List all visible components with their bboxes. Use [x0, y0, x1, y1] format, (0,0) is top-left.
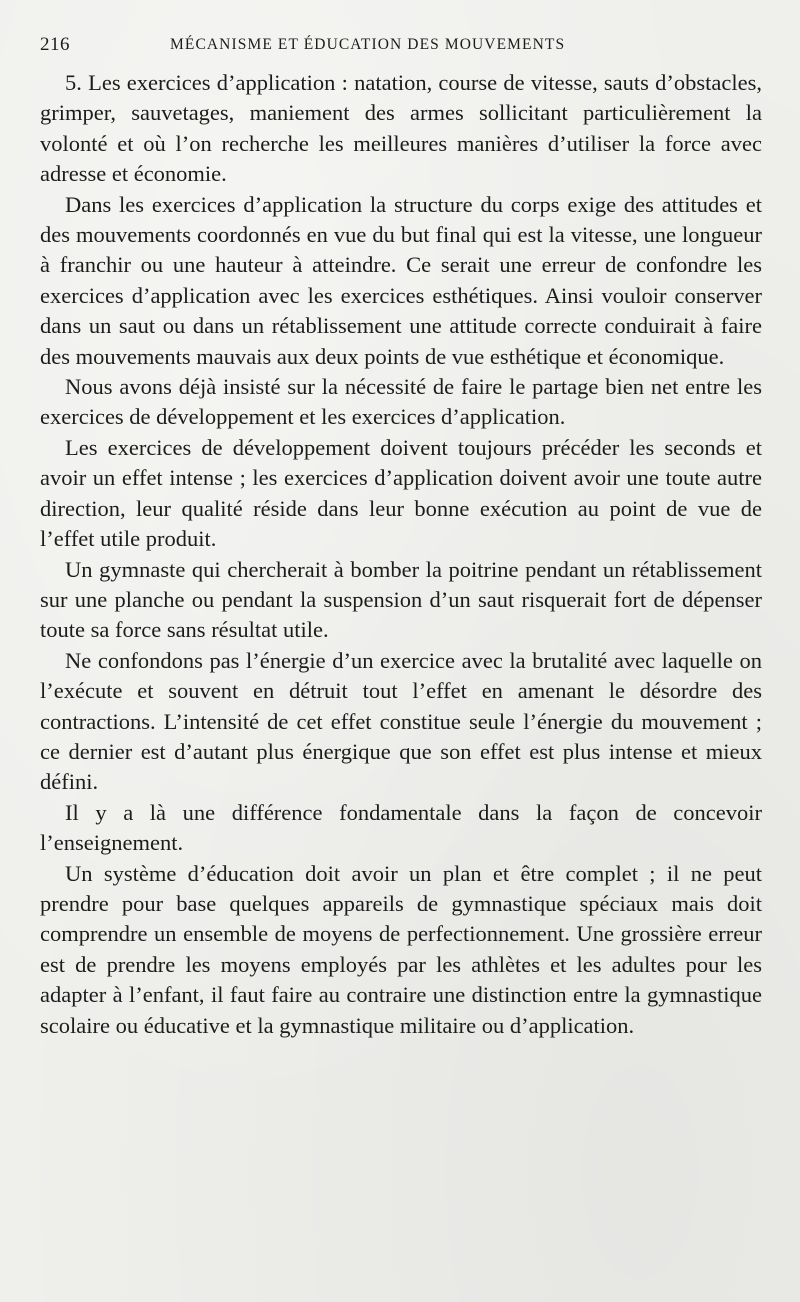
paragraph-exercises-application: 5. Les exercices d’application : natation, course de vitesse, sauts d’obstacles, grimper, sauvetages, maniement des armes sollicitant particulièrement la volonté et où l’on recherche les meilleures manières d’utiliser la force avec adresse et économie.	[40, 70, 762, 187]
paragraph-energie: Ne confondons pas l’énergie d’un exercice avec la brutalité avec laquelle on l’exécute et souvent en détruit tout l’effet en amenant le désordre des contractions. L’intensité de cet effet constitue seule l’énergie du mouvement ; ce dernier est d’autant plus énergique que son effet est plus intense et mieux défini.	[40, 647, 762, 795]
paragraph-difference: Il y a là une différence fondamentale dans la façon de concevoir l’enseignement.	[40, 799, 762, 856]
paragraph-systeme-education: Un système d’éducation doit avoir un plan et être complet ; il ne peut prendre pour base quelques appareils de gymnastique spéciaux mais doit comprendre un ensemble de moyens de perfectionnement. Une grossière erreur est de prendre les moyens employés par les athlètes et les adultes pour les adapter à l’enfant, il faut faire au contraire une distinction entre la gymnastique scolaire ou éducative et la gymnastique militaire ou d’application.	[40, 860, 762, 1038]
running-head	[40, 30, 760, 60]
paragraph-gymnaste: Un gymnaste qui chercherait à bomber la poitrine pendant un rétablissement sur une planche ou pendant la suspension d’un saut risquerait fort de dépenser toute sa force sans résultat utile.	[40, 556, 762, 643]
paragraph-structure-corps: Dans les exercices d’application la structure du corps exige des attitudes et des mouvements coordonnés en vue du but final qui est la vitesse, une longueur à franchir ou une hauteur à atteindre. Ce serait une erreur de confondre les exercices d’application avec les exercices esthétiques. Ainsi vouloir conserver dans un saut ou dans un rétablissement une attitude correcte conduirait à faire des mouvements mauvais aux deux points de vue esthétique et économique.	[40, 191, 762, 369]
paragraph-partage: Nous avons déjà insisté sur la nécessité de faire le partage bien net entre les exercices de développement et les exercices d’application.	[40, 374, 762, 430]
running-title: MÉCANISME ET ÉDUCATION DES MOUVEMENTS	[170, 36, 566, 53]
page-number: 216	[40, 34, 70, 55]
body-text	[40, 68, 762, 1041]
paragraph-developpement: Les exercices de développement doivent toujours précéder les seconds et avoir un effet intense ; les exercices d’application doivent avoir une toute autre direction, leur qualité réside dans leur bonne exécution au point de vue de l’effet utile produit.	[40, 434, 762, 552]
